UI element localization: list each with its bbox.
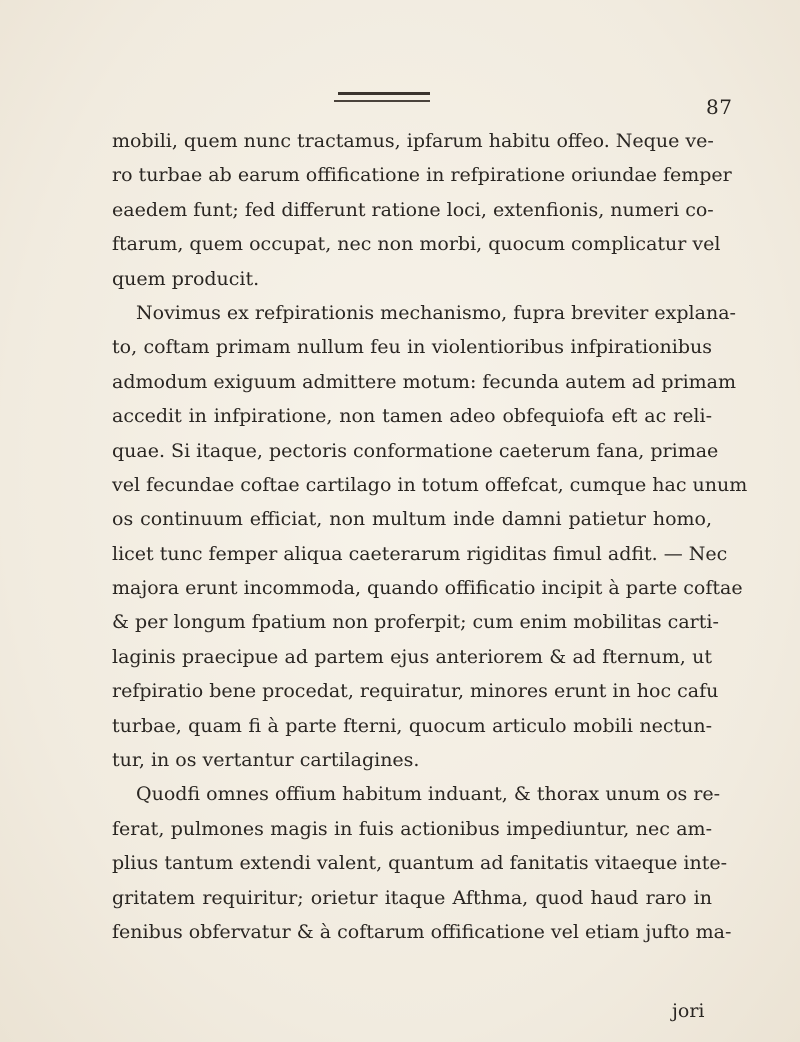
body-text	[112, 124, 748, 949]
text-line: Quodfi omnes offium habitum induant, & thorax unum os re-	[136, 783, 721, 806]
text-line: to, coftam primam nullum feu in violentioribus infpirationibus	[112, 336, 712, 359]
text-line: fenibus obfervatur & à coftarum offificatione vel etiam jufto ma-	[112, 920, 732, 943]
text-line: eaedem funt; fed differunt ratione loci, extenfionis, numeri co-	[112, 198, 714, 221]
text-line: quem producit.	[112, 267, 260, 290]
text-line: ro turbae ab earum offificatione in refpiratione oriundae femper	[112, 164, 732, 187]
text-line: gritatem requiritur; orietur itaque Afthma, quod haud raro in	[112, 886, 712, 909]
text-line: majora erunt incommoda, quando offificatio incipit à parte coftae	[112, 577, 743, 600]
text-line: ftarum, quem occupat, nec non morbi, quocum complicatur vel	[112, 233, 721, 256]
text-line: turbae, quam fi à parte fterni, quocum articulo mobili nectun-	[112, 714, 712, 737]
text-line: mobili, quem nunc tractamus, ipfarum habitu offeo. Neque ve-	[112, 130, 714, 152]
text-line: quae. Si itaque, pectoris conformatione caeterum fana, primae	[112, 439, 719, 462]
text-line: vel fecundae coftae cartilago in totum offefcat, cumque hac unum	[112, 473, 748, 496]
text-line: & per longum fpatium non proferpit; cum enim mobilitas carti-	[112, 611, 719, 634]
page-number: 87	[706, 95, 733, 119]
header-ornament-rule-lower	[334, 100, 430, 102]
text-line: tur, in os vertantur cartilagines.	[112, 749, 420, 772]
text-line: plius tantum extendi valent, quantum ad fanitatis vitaeque inte-	[112, 852, 728, 875]
text-line: ferat, pulmones magis in fuis actionibus impediuntur, nec am-	[112, 817, 712, 840]
text-line: os continuum efficiat, non multum inde damni patietur homo,	[112, 508, 712, 531]
header-ornament-rule	[338, 92, 430, 95]
catchword: jori	[672, 1000, 705, 1022]
text-line: refpiratio bene procedat, requiratur, minores erunt in hoc cafu	[112, 680, 719, 703]
text-line: Novimus ex refpirationis mechanismo, fupra breviter explana-	[136, 301, 736, 324]
text-line: accedit in infpiratione, non tamen adeo obfequiofa eft ac reli-	[112, 405, 712, 428]
text-line: admodum exiguum admittere motum: fecunda autem ad primam	[112, 370, 737, 393]
text-line: licet tunc femper aliqua caeterarum rigiditas fimul adfit. — Nec	[112, 542, 728, 565]
text-line: laginis praecipue ad partem ejus anteriorem & ad fternum, ut	[112, 645, 712, 668]
